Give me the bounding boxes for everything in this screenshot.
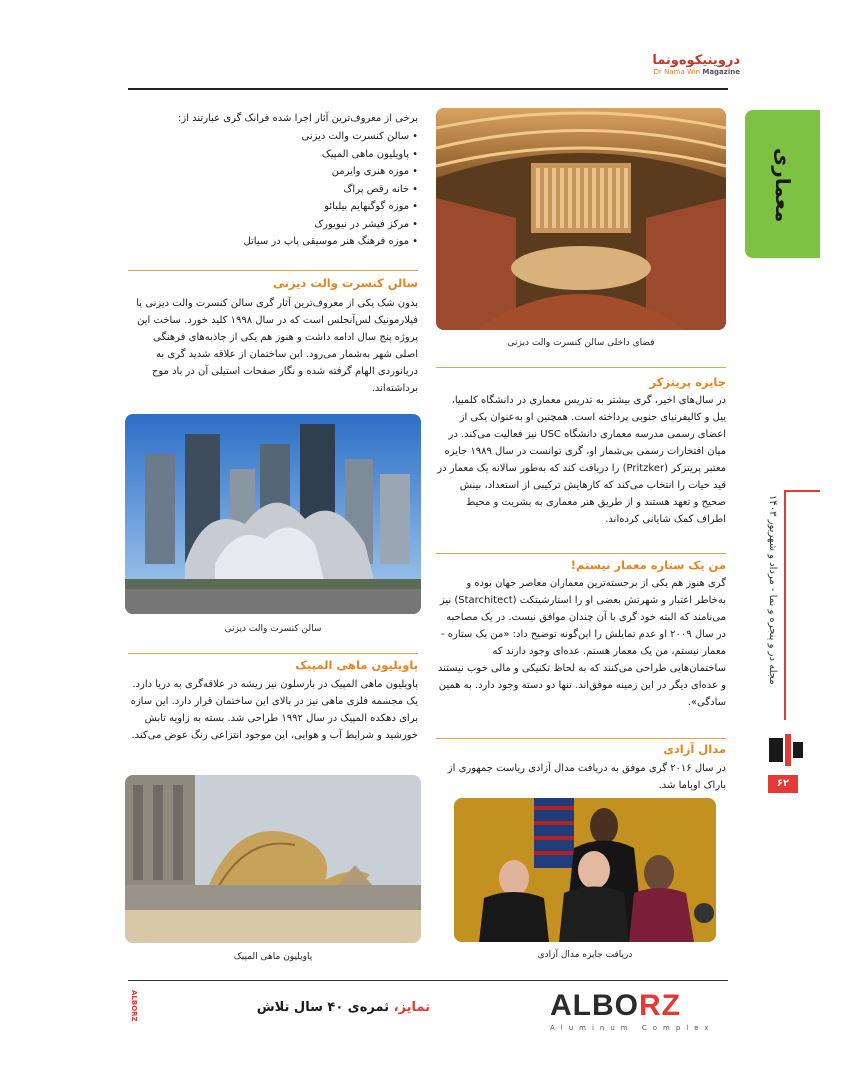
logo-fa-text: دروینیکوه‌ونما: [652, 53, 740, 68]
disney-heading: سالن کنسرت والت دیزنی: [272, 276, 418, 290]
logo-en-text: [640, 68, 740, 76]
medal-text: در سال ۲۰۱۶ گری موفق به دریافت مدال آزادی ریاست جمهوری از باراک اوباما شد.: [447, 763, 726, 791]
fish-caption: پاویلیون ماهی المپیک: [233, 952, 313, 962]
disney-hall-exterior-photo: [125, 414, 421, 614]
side-accent-line: [784, 490, 820, 492]
fish-divider: [128, 653, 418, 654]
fish-heading: پاویلیون ماهی المپیک: [295, 658, 418, 672]
medal-ceremony-photo: [454, 798, 716, 942]
disney-divider: [128, 270, 418, 271]
list-item: • موزه هنری وایزمن: [128, 163, 418, 181]
footer-divider: [128, 980, 728, 981]
medal-divider: [436, 738, 726, 739]
logo-en-suffix: Magazine: [702, 68, 740, 76]
page-number: ۶۲: [768, 775, 798, 793]
concert-hall-interior-photo: [436, 108, 726, 330]
section-title: معماری: [771, 147, 795, 223]
medal-caption: دریافت جایزه مدال آزادی: [537, 950, 633, 960]
window-frame-icon: [765, 730, 805, 770]
list-item: • موزه گوگنهایم بیلبائو: [128, 198, 418, 216]
list-item: • پاویلیون ماهی المپیک: [128, 146, 418, 164]
footer-vertical-brand: ALBORZ: [130, 990, 138, 1022]
hall-caption: فضای داخلی سالن کنسرت والت دیزنی: [507, 338, 655, 348]
brand-sub: Aluminum Complex: [550, 1024, 715, 1032]
brand-main: ALBO: [550, 989, 639, 1022]
star-divider: [436, 553, 726, 554]
star-heading: من یک ستاره معمار نیستم!: [570, 558, 726, 572]
fish-text: پاویلیون ماهی المپیک در بارسلون نیز ریشه در علاقه‌گری به دریا دارد. یک مجسمه فلزی ماهی نیز در بالای این ساختمان قرار دارد. این سازه برای دهکده المپیک در سال ۱۹۹۲ طراحی شد. بسته به زاویه تابش خورشید و شرایط آب و هوایی، این موجود انتزاعی رنگ عوض می‌کند.: [130, 679, 418, 741]
brand-word: [550, 990, 730, 1022]
pritzker-text: در سال‌های اخیر، گری بیشتر به تدریس معماری در دانشگاه کلمبیا، ییل و کالیفرنیای جنوبی پرداخته است. همچنین او به‌عنوان یکی از اعضای رسمی مدرسه معماری دانشگاه USC نیز فعالیت می‌کند. در میان افتخارات رسمی بی‌شمار او، گری توانست در سال ۱۹۸۹ جایزه معتبر پریتزکر (Pritzker) را دریافت کند که به‌طور سالانه یک معمار در قید حیات را انتخاب می‌کند که کارهایش ترکیبی از استعداد، بینش صحیح و تعهد هستند و از طریق هنر معماری به بشریت و محیط اطراف کمک شایانی کرده‌اند.: [437, 395, 726, 525]
fish-pavilion-photo: [125, 775, 421, 943]
disney-caption: سالن کنسرت والت دیزنی: [224, 624, 322, 634]
magazine-logo: [640, 54, 740, 82]
list-item: • مرکز فیشر در نیویورک: [128, 216, 418, 234]
list-item: • خانه رقص پراگ: [128, 181, 418, 199]
logo-en-prefix: Dr Nama Win: [653, 68, 701, 76]
alborz-logo: [550, 990, 730, 1040]
pritzker-heading: جایزه پریتزکر: [649, 375, 726, 389]
tagline-red: تمایز،: [393, 1000, 430, 1015]
disney-text: بدون شک یکی از معروف‌ترین آثار گری سالن کنسرت والت دیزنی یا فیلارمونیک لس‌آنجلس است که در سال ۱۹۹۸ کلید خورد. ساخت این پروژه پنج سال ادامه داشت و هنوز هم یکی از جاذبه‌های فرهنگی اصلی شهر به‌شمار می‌رود. این ساختمان از علاقه شدید گری به دریانوردی الهام گرفته شده و نگار صفحات استیلی آن در باد موج برداشته‌اند.: [136, 298, 418, 394]
brand-end: RZ: [639, 989, 681, 1022]
footer-tagline: [250, 1000, 430, 1024]
side-vertical-line: [784, 490, 786, 720]
list-item: • سالن کنسرت والت دیزنی: [128, 128, 418, 146]
pritzker-divider: [436, 367, 726, 368]
medal-heading: مدال آزادی: [663, 742, 726, 756]
top-divider: [128, 88, 728, 90]
list-item: • موزه فرهنگ هنر موسیقی پاپ در سیاتل: [128, 233, 418, 251]
star-text: گری هنوز هم یکی از برجسته‌ترین معماران معاصر جهان بوده و به‌خاطر اعتبار و شهرتش بعضی او را استارشیتکت (Starchitect) نیز می‌نامند که البته خود گری با آن چندان موافق نیست. در یک مصاحبه در سال ۲۰۰۹ او عدم تمایلش را این‌گونه توضیح داد: «من یک ستاره - معمار نیستم، من یک معمار هستم. عده‌ای وجود دارند که ساختمان‌هایی طراحی می‌کنند که به لحاظ تکنیکی و مالی خوب نیستند و عده‌ای دیگر در این زمینه موفق‌اند. تنها دو دسته وجود دارد. به همین سادگی».: [437, 578, 726, 708]
issue-info: مجله در و پنجره و نما - مرداد و شهریور ۱۴۰۳: [767, 495, 778, 685]
works-list: [128, 128, 418, 258]
tagline-rest: ثمره‌ی ۴۰ سال تلاش: [256, 1000, 390, 1015]
section-tab: [745, 110, 820, 258]
works-intro: برخی از معروف‌ترین آثار اجرا شده فرانک گری عبارتند از:: [178, 113, 418, 124]
